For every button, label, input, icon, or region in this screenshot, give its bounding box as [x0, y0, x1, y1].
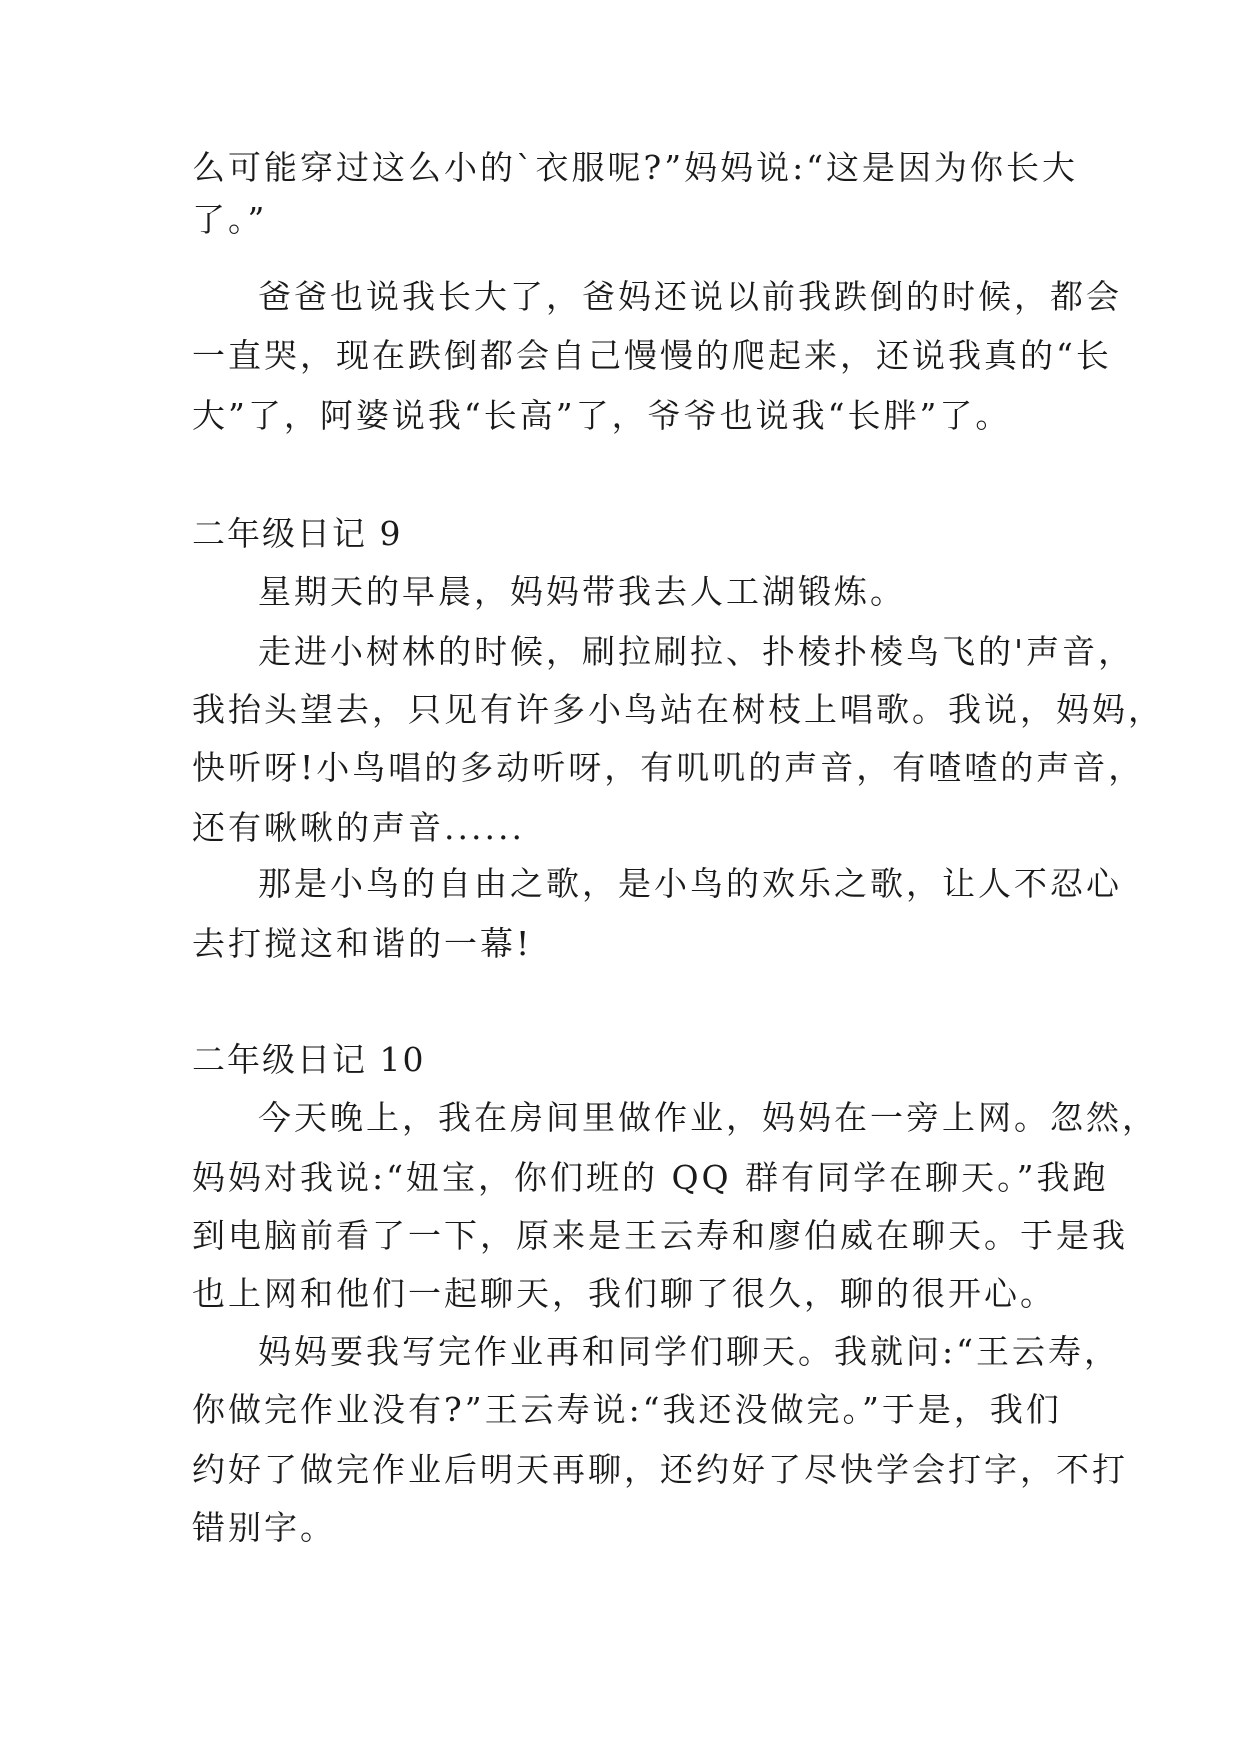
- text-line: 你做完作业没有?”王云寿说:“我还没做完。”于是，我们: [192, 1390, 1062, 1429]
- text-line: 么可能穿过这么小的`衣服呢?”妈妈说:“这是因为你长大: [192, 148, 1079, 187]
- text-line: 星期天的早晨，妈妈带我去人工湖锻炼。: [258, 572, 906, 611]
- text-line: 大”了，阿婆说我“长高”了，爷爷也说我“长胖”了。: [192, 396, 1012, 435]
- text-line: 走进小树林的时候，刷拉刷拉、扑棱扑棱鸟飞的'声音，: [258, 632, 1135, 671]
- text-line: 了。”: [192, 200, 268, 239]
- text-line: 错别字。: [192, 1508, 336, 1547]
- text-line: 那是小鸟的自由之歌，是小鸟的欢乐之歌，让人不忍心: [258, 864, 1122, 903]
- text-line: 一直哭，现在跌倒都会自己慢慢的爬起来，还说我真的“长: [192, 336, 1112, 375]
- text-line: 约好了做完作业后明天再聊，还约好了尽快学会打字，不打: [192, 1450, 1128, 1489]
- text-line: 到电脑前看了一下，原来是王云寿和廖伯威在聊天。于是我: [192, 1216, 1128, 1255]
- text-line: 也上网和他们一起聊天，我们聊了很久，聊的很开心。: [192, 1274, 1056, 1313]
- text-line: 我抬头望去，只见有许多小鸟站在树枝上唱歌。我说，妈妈，: [192, 690, 1164, 729]
- text-line: 快听呀!小鸟唱的多动听呀，有叽叽的声音，有喳喳的声音，: [192, 748, 1145, 787]
- text-line: 去打搅这和谐的一幕!: [192, 924, 533, 963]
- text-line: 妈妈要我写完作业再和同学们聊天。我就问:“王云寿，: [258, 1332, 1120, 1371]
- text-line: 妈妈对我说:“妞宝，你们班的 QQ 群有同学在聊天。”我跑: [192, 1158, 1109, 1197]
- text-line: 还有啾啾的声音......: [192, 808, 525, 847]
- text-line: 爸爸也说我长大了，爸妈还说以前我跌倒的时候，都会: [258, 277, 1122, 316]
- entry-title: 二年级日记 10: [192, 1040, 426, 1079]
- text-line: 今天晚上，我在房间里做作业，妈妈在一旁上网。忽然，: [258, 1098, 1158, 1137]
- entry-title: 二年级日记 9: [192, 514, 403, 553]
